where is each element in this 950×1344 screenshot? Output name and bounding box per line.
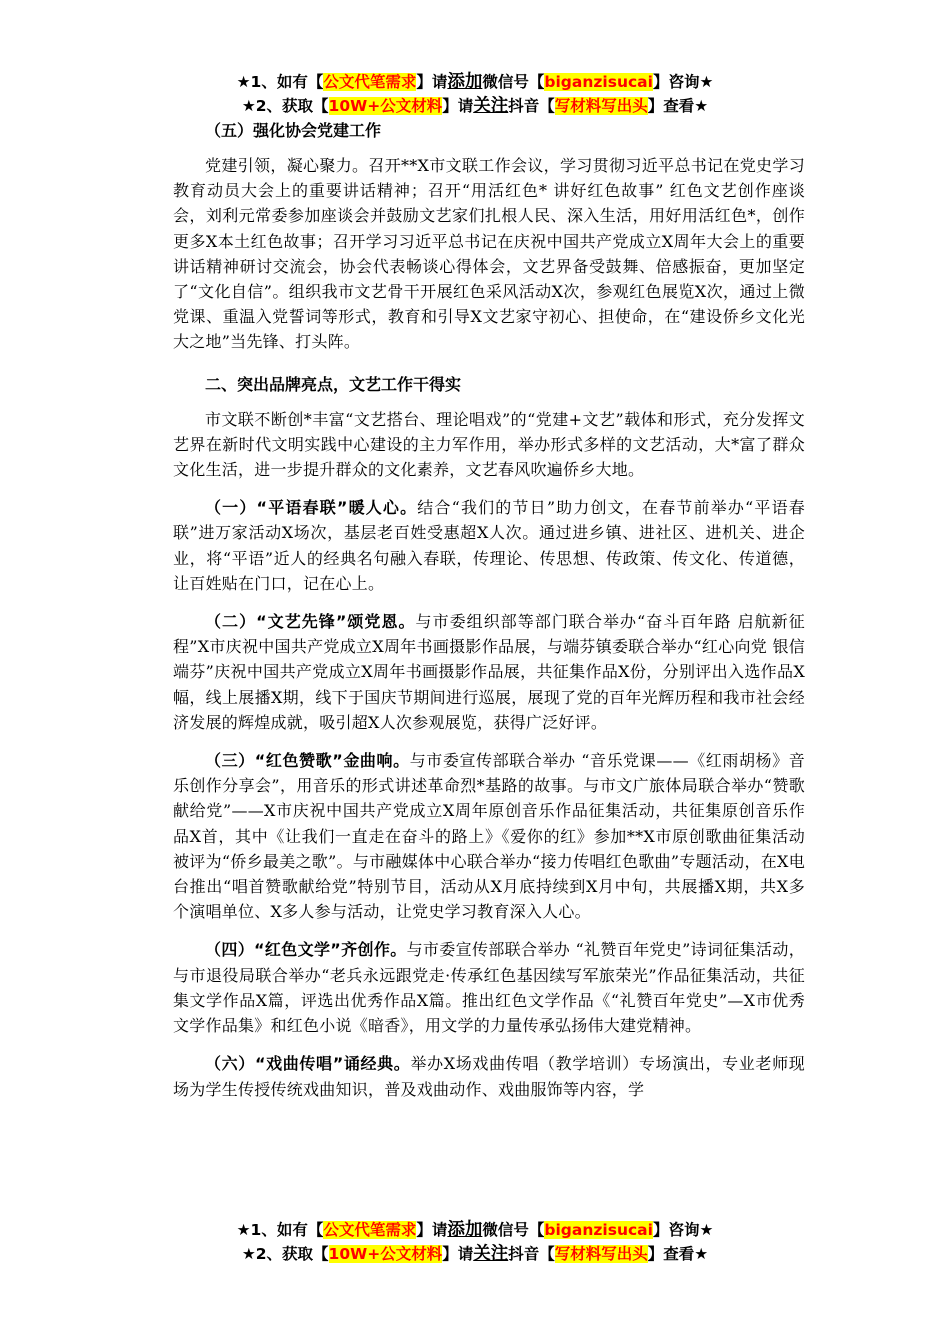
bottom-banner-line-1 [0,1218,950,1242]
paragraph: 市文联不断创*丰富“文艺搭台、理论唱戏”的“党建+文艺”载体和形式，充分发挥文艺界在新时代文明实践中心建设的主力军作用，举办形式多样的文艺活动，大*富了群众文化生活，进一步提升群众的文化素养，文艺春风吹遍侨乡大地。 [173,409,805,480]
banner-text: 抖音【 [508,97,555,115]
top-banner-line-1 [0,70,950,94]
item-lead: （三）“红色赞歌”金曲响。 [205,751,410,771]
banner-text: 2、获取【 [255,1245,329,1263]
list-item [173,1051,805,1101]
banner-text: 】请 [442,97,474,115]
banner-highlight-wechat: biganzisucai [544,73,653,91]
list-item [173,937,805,1038]
item-text: 与市委宣传部联合举办 “音乐党课——《红雨胡杨》音乐创作分享会”，用音乐的形式讲述革命烈*基路的故事。与市文广旅体局联合举办“赞歌献给党”——X市庆祝中国共产党成立X周年原创音乐作品征集活动，共征集原创音乐作品X首，其中《让我们一直走在奋斗的路上》《爱你的红》参加**X市原创歌曲征集活动被评为“侨乡最美之歌”。与市融媒体中心联合举办“接力传唱红色歌曲”专题活动，在X电台推出“唱首赞歌献给党”特别节目，活动从X月底持续到X月中旬，共展播X期，共X多个演唱单位、X多人参与活动，让党史学习教育深入人心。 [173,751,805,922]
banner-text: 1、如有【 [250,73,324,91]
banner-text: 1、如有【 [250,1221,324,1239]
banner-text: 】咨询★ [652,1221,714,1239]
banner-text: 微信号【 [482,73,545,91]
banner-highlight: 10W+公文材料 [328,97,443,115]
item-lead: （一）“平语春联”暖人心。 [205,498,418,518]
banner-text: 】请 [416,1221,448,1239]
list-item [173,609,805,735]
banner-highlight: 公文代笔需求 [323,1221,417,1239]
banner-text: 2、获取【 [255,97,329,115]
section-heading: （五）强化协会党建工作 [205,121,382,140]
banner-text: 】查看★ [647,1245,709,1263]
list-item [173,748,805,924]
document-body [173,118,805,1102]
item-text: 结合“我们的节日”助力创文，在春节前举办“平语春联”进万家活动X场次，基层老百姓受惠超X人次。通过进乡镇、进社区、进机关、进企业，将“平语”近人的经典名句融入春联，传理论、传思想、传政策、传文化、传道德，让百姓贴在门口，记在心上。 [173,498,805,593]
top-banner-line-2 [0,94,950,118]
item-text: 与市委组织部等部门联合举办“奋斗百年路 启航新征程”X市庆祝中国共产党成立X周年书画摄影作品展，与端芬镇委联合举办“红心向党 银信端芬”庆祝中国共产党成立X周年书画摄影作品展，共征集作品X份，分别评出入选作品X幅，线上展播X期，线下于国庆节期间进行巡展，展现了党的百年光辉历程和我市社会经济发展的辉煌成就，吸引超X人次参观展览，获得广泛好评。 [173,612,805,732]
banner-underline: 关注 [473,1244,509,1264]
banner-text: 抖音【 [508,1245,555,1263]
banner-highlight: 10W+公文材料 [328,1245,443,1263]
paragraph: 党建引领，凝心聚力。召开**X市文联工作会议，学习贯彻习近平总书记在党史学习教育动员大会上的重要讲话精神；召开“用活红色* 讲好红色故事” 红色文艺创作座谈会，刘利元常委参加座谈会并鼓励文艺家们扎根人民、深入生活，用好用活红色*，创作更多X本土红色故事；召开学习习近平总书记在庆祝中国共产党成立X周年大会上的重要讲话精神研讨交流会，协会代表畅谈心得体会，文艺界备受鼓舞、倍感振奋，更加坚定了“文化自信”。组织我市文艺骨干开展红色采风活动X次，参观红色展览X次，通过上微党课、重温入党誓词等形式，教育和引导X文艺家守初心、担使命，在“建设侨乡文化光大之地”当先锋、打头阵。 [173,156,805,352]
item-lead: （六）“戏曲传唱”诵经典。 [205,1054,411,1074]
banner-highlight-wechat: biganzisucai [544,1221,653,1239]
banner-text: 】请 [442,1245,474,1263]
banner-text: 】请 [416,73,448,91]
banner-text: 微信号【 [482,1221,545,1239]
banner-highlight-douyin: 写材料写出头 [554,1245,648,1263]
banner-underline: 关注 [473,96,509,116]
banner-underline: 添加 [447,72,483,92]
bottom-banner-line-2 [0,1242,950,1266]
item-lead: （二）“文艺先锋”颂党恩。 [205,612,416,632]
star-icon: ★ [241,97,256,115]
banner-highlight-douyin: 写材料写出头 [554,97,648,115]
item-text: 与市委宣传部联合举办 “礼赞百年党史”诗词征集活动，与市退役局联合举办“老兵永远跟党走·传承红色基因续写军旅荣光”作品征集活动，共征集文学作品X篇，评选出优秀作品X篇。推出红色文学作品《“礼赞百年党史”—X市优秀文学作品集》和红色小说《暗香》，用文学的力量传承弘扬伟大建党精神。 [173,940,805,1036]
star-icon: ★ [236,1221,251,1239]
banner-text: 】咨询★ [652,73,714,91]
banner-underline: 添加 [447,1220,483,1240]
part-heading: 二、突出品牌亮点，文艺工作干得实 [205,374,462,394]
star-icon: ★ [236,73,251,91]
banner-highlight: 公文代笔需求 [323,73,417,91]
star-icon: ★ [241,1245,256,1263]
item-text: 举办X场戏曲传唱（教学培训）专场演出，专业老师现场为学生传授传统戏曲知识，普及戏曲动作、戏曲服饰等内容，学 [173,1054,805,1099]
banner-text: 】查看★ [647,97,709,115]
item-lead: （四）“红色文学”齐创作。 [205,940,407,960]
list-item [173,495,805,596]
